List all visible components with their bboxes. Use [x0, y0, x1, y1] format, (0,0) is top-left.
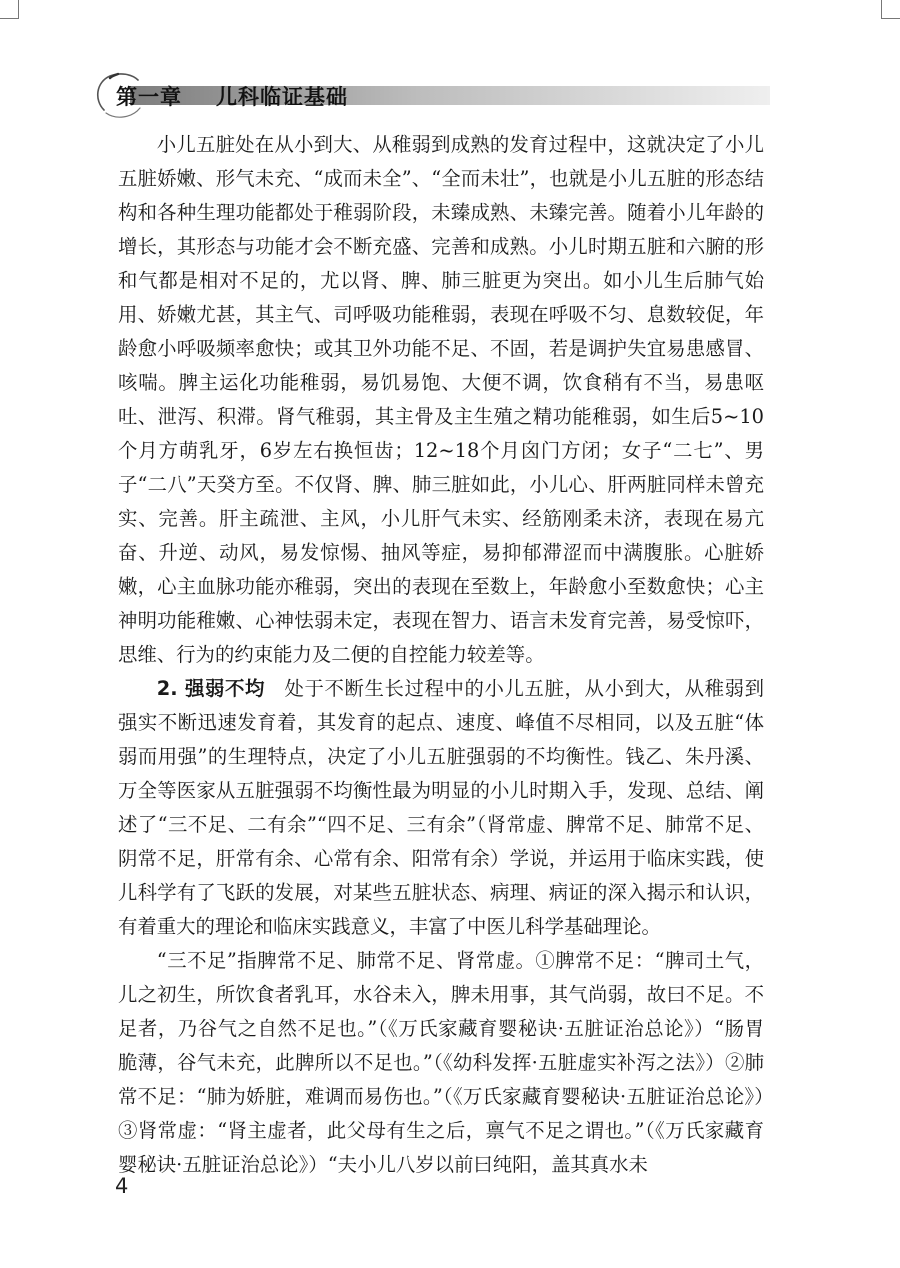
- running-header: [90, 66, 770, 126]
- crop-mark-top-right: [881, 0, 900, 19]
- paragraph-uneven-strength-text: 处于不断生长过程中的小儿五脏，从小到大，从稚弱到强实不断迅速发育着，其发育的起点、速度、峰值不尽相同，以及五脏“体弱而用强”的生理特点，决定了小儿五脏强弱的不均衡性。钱乙、朱丹溪、万全等医家从五脏强弱不均衡性最为明显的小儿时期入手，发现、总结、阐述了“三不足、二有余”“四不足、三有余”（肾常虚、脾常不足、肺常不足、阴常不足，肝常有余、心常有余、阳常有余）学说，并运用于临床实践，使儿科学有了飞跃的发展，对某些五脏状态、病理、病证的深入揭示和认识，有着重大的理论和临床实践意义，丰富了中医儿科学基础理论。: [118, 677, 765, 938]
- crop-mark-top-left: [0, 0, 19, 19]
- paragraph-five-organs-immature: 小儿五脏处在从小到大、从稚弱到成熟的发育过程中，这就决定了小儿五脏娇嫩、形气未充、“成而未全”、“全而未壮”，也就是小儿五脏的形态结构和各种生理功能都处于稚弱阶段，未臻成熟、未臻完善。随着小儿年龄的增长，其形态与功能才会不断充盛、完善和成熟。小儿时期五脏和六腑的形和气都是相对不足的，尤以肾、脾、肺三脏更为突出。如小儿生后肺气始用、娇嫩尤甚，其主气、司呼吸功能稚弱，表现在呼吸不匀、息数较促，年龄愈小呼吸频率愈快；或其卫外功能不足、不固，若是调护失宜易患感冒、咳喘。脾主运化功能稚弱，易饥易饱、大便不调，饮食稍有不当，易患呕吐、泄泻、积滞。肾气稚弱，其主骨及主生殖之精功能稚弱，如生后5~10个月方萌乳牙，6岁左右换恒齿；12~18个月囟门方闭；女子“二七”、男子“二八”天癸方至。不仅肾、脾、肺三脏如此，小儿心、肝两脏同样未曾充实、完善。肝主疏泄、主风，小儿肝气未实、经筋刚柔未济，表现在易亢奋、升逆、动风，易发惊惕、抽风等症，易抑郁滞涩而中满腹胀。心脏娇嫩，心主血脉功能亦稚弱，突出的表现在至数上，年龄愈小至数愈快；心主神明功能稚嫩、心神怯弱未定，表现在智力、语言未发育完善，易受惊吓，思维、行为的约束能力及二便的自控能力较差等。: [118, 133, 764, 666]
- page-number: 4: [115, 1174, 129, 1198]
- chapter-heading: [116, 81, 348, 111]
- paragraph-three-deficiencies: “三不足”指脾常不足、肺常不足、肾常虚。①脾常不足：“脾司土气，儿之初生，所饮食者乳耳，水谷未入，脾未用事，其气尚弱，故曰不足。不足者，乃谷气之自然不足也。”（《万氏家藏育婴秘诀·五脏证治总论》）“肠胃脆薄，谷气未充，此脾所以不足也。”（《幼科发挥·五脏虚实补泻之法》）②肺常不足：“肺为娇脏，难调而易伤也。”（《万氏家藏育婴秘诀·五脏证治总论》）③肾常虚：“肾主虚者，此父母有生之后，禀气不足之谓也。”（《万氏家藏育婴秘诀·五脏证治总论》）“夫小儿八岁以前曰纯阳，盖其真水未: [118, 949, 764, 1176]
- body-text: [118, 128, 764, 1182]
- paragraph-uneven-strength: [118, 672, 764, 944]
- section-heading: 2. 强弱不均: [156, 677, 266, 700]
- chapter-title: 儿科临证基础: [216, 84, 348, 109]
- chapter-number: 第一章: [116, 84, 182, 109]
